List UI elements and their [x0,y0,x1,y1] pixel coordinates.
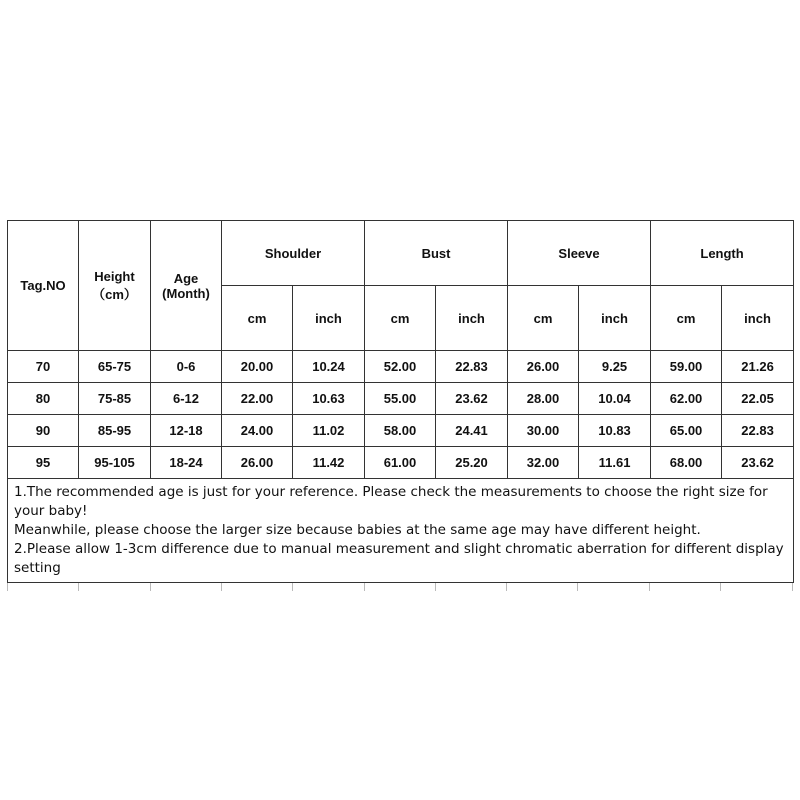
header-age-label: Age [173,270,199,286]
cell-age: 18-24 [151,447,222,479]
cell-length-inch: 22.05 [722,383,794,415]
unit-shoulder-cm: cm [222,286,293,351]
cell-shoulder-cm: 24.00 [222,415,293,447]
cell-bust-cm: 58.00 [365,415,436,447]
cell-sleeve-cm: 30.00 [508,415,579,447]
cell-shoulder-inch: 10.63 [293,383,365,415]
cell-shoulder-cm: 20.00 [222,351,293,383]
unit-sleeve-inch: inch [579,286,651,351]
cell-bust-inch: 22.83 [436,351,508,383]
header-tag: Tag.NO [8,221,79,351]
cell-tag: 90 [8,415,79,447]
cell-length-cm: 68.00 [651,447,722,479]
header-shoulder: Shoulder [222,221,365,286]
cell-bust-inch: 24.41 [436,415,508,447]
cell-sleeve-inch: 11.61 [579,447,651,479]
cell-sleeve-cm: 28.00 [508,383,579,415]
header-length: Length [651,221,794,286]
cell-length-inch: 22.83 [722,415,794,447]
cell-length-cm: 59.00 [651,351,722,383]
header-bust: Bust [365,221,508,286]
table-row [8,415,794,447]
note-2: Meanwhile, please choose the larger size because babies at the same age may have different height. [14,522,701,538]
faint-column-guides [7,583,793,591]
cell-shoulder-inch: 11.02 [293,415,365,447]
cell-height: 85-95 [79,415,151,447]
note-3: 2.Please allow 1-3cm difference due to manual measurement and slight chromatic aberration for different display setting [14,541,784,576]
cell-shoulder-inch: 10.24 [293,351,365,383]
cell-shoulder-inch: 11.42 [293,447,365,479]
unit-sleeve-cm: cm [508,286,579,351]
header-age-unit: (Month) [162,285,210,301]
cell-length-cm: 65.00 [651,415,722,447]
cell-age: 0-6 [151,351,222,383]
cell-height: 65-75 [79,351,151,383]
table-row [8,351,794,383]
cell-shoulder-cm: 26.00 [222,447,293,479]
note-1: 1.The recommended age is just for your reference. Please check the measurements to choose the right size for your baby! [14,484,768,519]
cell-age: 6-12 [151,383,222,415]
cell-height: 95-105 [79,447,151,479]
cell-bust-cm: 55.00 [365,383,436,415]
unit-length-cm: cm [651,286,722,351]
cell-tag: 80 [8,383,79,415]
cell-shoulder-cm: 22.00 [222,383,293,415]
cell-bust-cm: 61.00 [365,447,436,479]
cell-sleeve-cm: 32.00 [508,447,579,479]
cell-sleeve-inch: 10.83 [579,415,651,447]
cell-sleeve-inch: 10.04 [579,383,651,415]
notes-cell [8,479,794,583]
size-chart [7,220,793,591]
unit-bust-inch: inch [436,286,508,351]
cell-height: 75-85 [79,383,151,415]
unit-length-inch: inch [722,286,794,351]
cell-bust-cm: 52.00 [365,351,436,383]
header-sleeve: Sleeve [508,221,651,286]
cell-bust-inch: 25.20 [436,447,508,479]
cell-length-inch: 21.26 [722,351,794,383]
cell-bust-inch: 23.62 [436,383,508,415]
header-height-unit: （cm） [92,286,137,302]
header-height [79,221,151,351]
cell-sleeve-inch: 9.25 [579,351,651,383]
unit-shoulder-inch: inch [293,286,365,351]
notes-row [8,479,794,583]
cell-sleeve-cm: 26.00 [508,351,579,383]
size-table [7,220,794,583]
cell-tag: 70 [8,351,79,383]
cell-tag: 95 [8,447,79,479]
header-age [151,221,222,351]
header-height-label: Height [94,268,135,284]
cell-length-inch: 23.62 [722,447,794,479]
table-row [8,447,794,479]
unit-bust-cm: cm [365,286,436,351]
table-row [8,383,794,415]
cell-age: 12-18 [151,415,222,447]
cell-length-cm: 62.00 [651,383,722,415]
